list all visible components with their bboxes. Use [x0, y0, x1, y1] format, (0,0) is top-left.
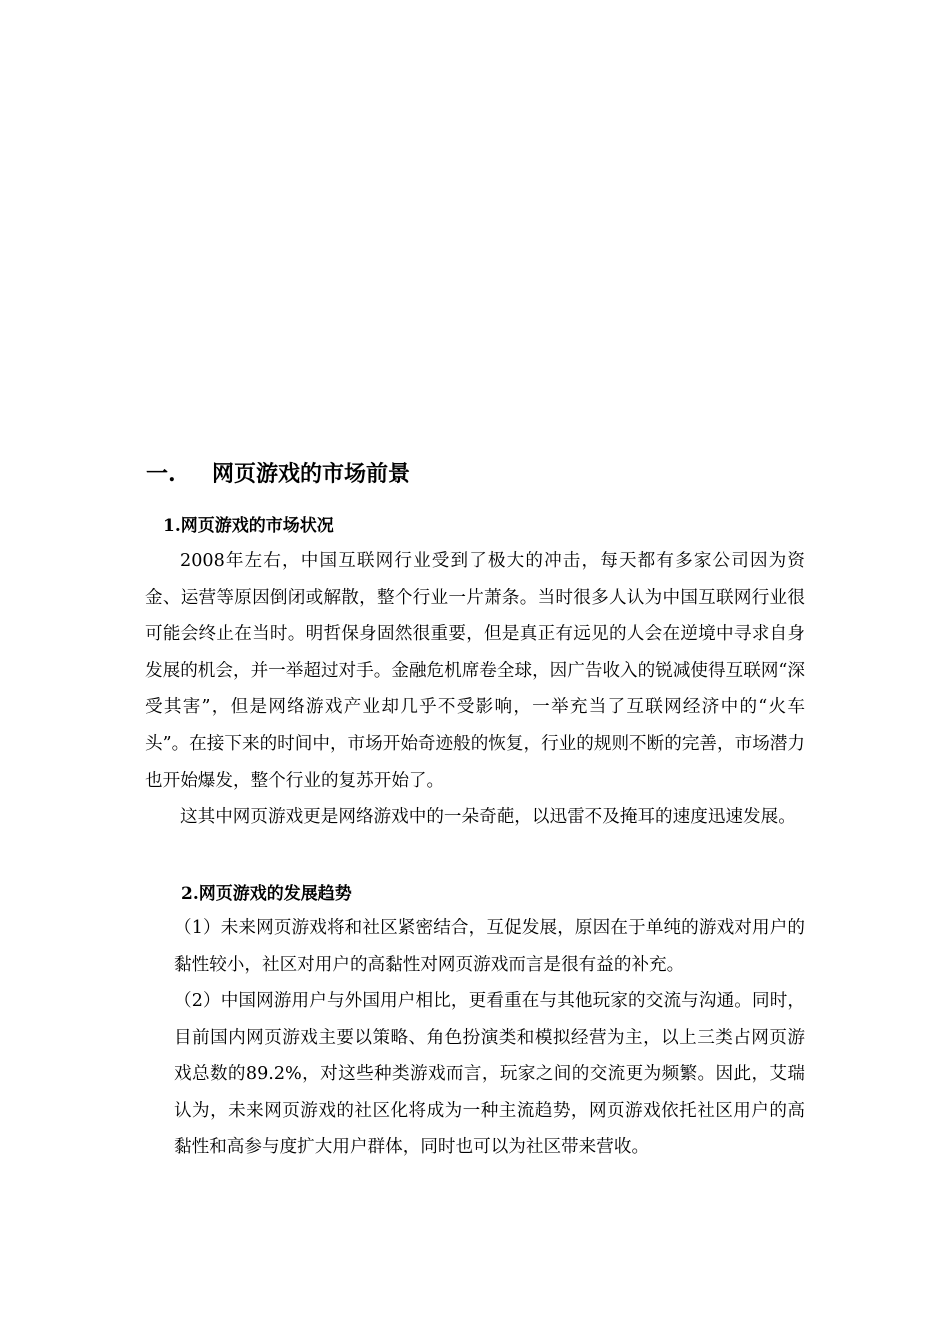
section-title: 网页游戏的市场前景 [212, 461, 411, 487]
section-number: 一. [146, 461, 176, 487]
market-status-paragraph-2: 这其中网页游戏更是网络游戏中的一朵奇葩，以迅雷不及掩耳的速度迅速发展。 [180, 807, 796, 827]
subsection-heading-market-status: 1.网页游戏的市场状况 [163, 516, 334, 536]
trend-item-1: （1）未来网页游戏将和社区紧密结合，互促发展，原因在于单纯的游戏对用户的黏性较小，社区对用户的高黏性对网页游戏而言是很有益的补充。 [174, 918, 805, 975]
market-status-paragraph-1: 2008年左右，中国互联网行业受到了极大的冲击，每天都有多家公司因为资金、运营等原因倒闭或解散，整个行业一片萧条。当时很多人认为中国互联网行业很可能会终止在当时。明哲保身固然很重要，但是真正有远见的人会在逆境中寻求自身发展的机会，并一举超过对手。金融危机席卷全球，因广告收入的锐减使得互联网“深受其害”，但是网络游戏产业却几乎不受影响，一举充当了互联网经济中的“火车头”。在接下来的时间中，市场开始奇迹般的恢复，行业的规则不断的完善，市场潜力也开始爆发，整个行业的复苏开始了。 [145, 551, 805, 791]
subsection-heading-trends: 2.网页游戏的发展趋势 [181, 884, 352, 904]
section-heading [146, 458, 410, 490]
trend-item-2: （2）中国网游用户与外国用户相比，更看重在与其他玩家的交流与沟通。同时，目前国内网页游戏主要以策略、角色扮演类和模拟经营为主，以上三类占网页游戏总数的89.2%，对这些种类游戏而言，玩家之间的交流更为频繁。因此，艾瑞认为，未来网页游戏的社区化将成为一种主流趋势，网页游戏依托社区用户的高黏性和高参与度扩大用户群体，同时也可以为社区带来营收。 [174, 991, 805, 1158]
